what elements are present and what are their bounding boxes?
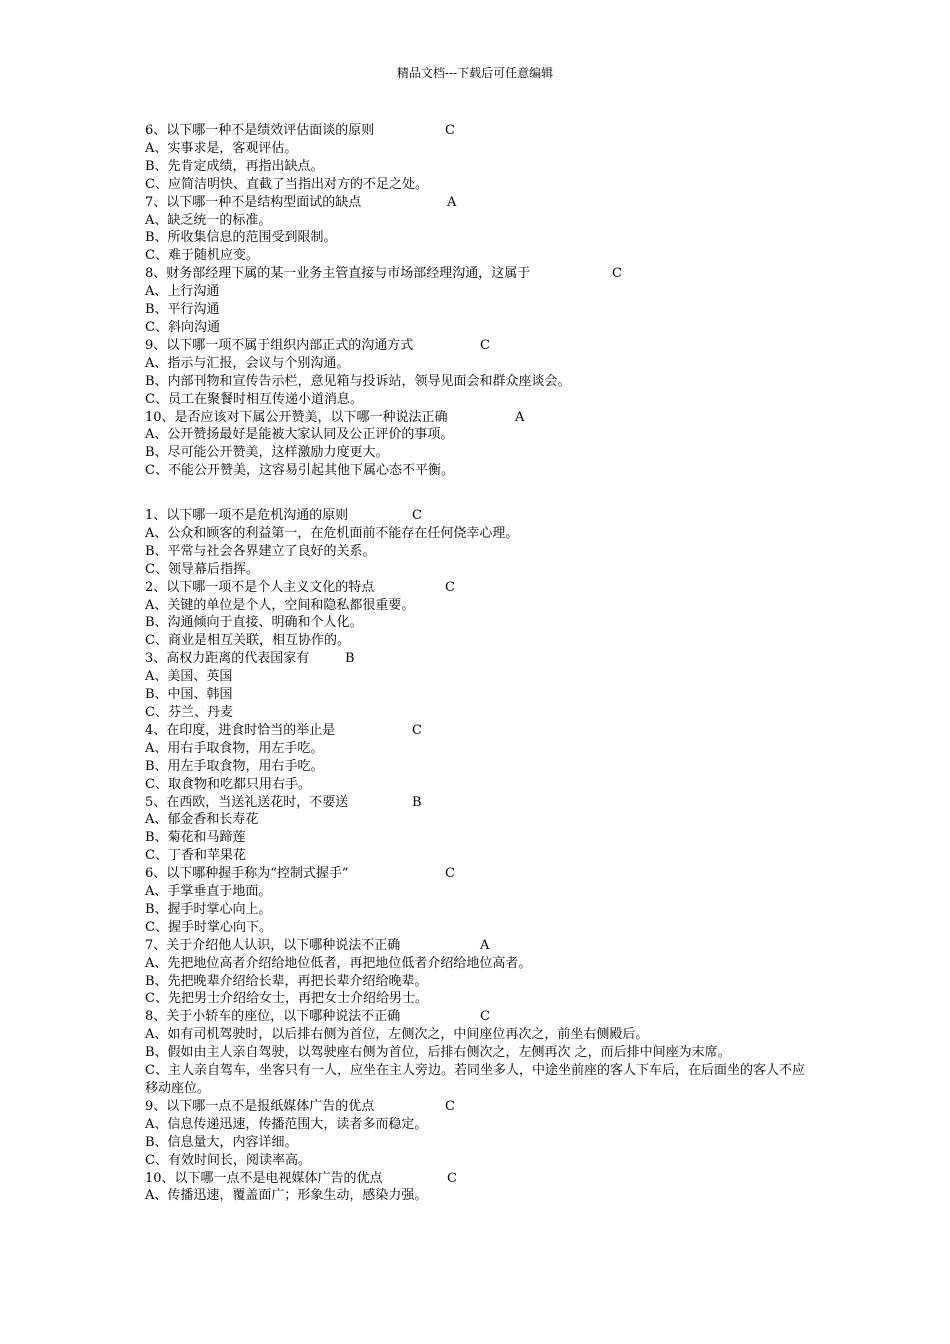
question-line bbox=[145, 794, 810, 812]
option-line: C、握手时掌心向下。 bbox=[145, 919, 272, 935]
question-text: 3、高权力距离的代表国家有 bbox=[145, 651, 310, 667]
question-text: 5、在西欧，当送礼送花时，不要送 bbox=[145, 794, 349, 810]
option-line: B、握手时掌心向上。 bbox=[145, 901, 272, 917]
option-line: A、公众和顾客的利益第一，在危机面前不能存在任何侥幸心理。 bbox=[145, 525, 519, 541]
answer-letter: A bbox=[480, 937, 490, 953]
question-text: 10、以下哪一点不是电视媒体广告的优点 bbox=[145, 1170, 383, 1186]
answer-letter: C bbox=[445, 866, 455, 882]
question-text: 10、是否应该对下属公开赞美，以下哪一种说法正确 bbox=[145, 409, 448, 425]
answer-letter: C bbox=[412, 722, 422, 738]
option-line: C、员工在聚餐时相互传递小道消息。 bbox=[145, 391, 363, 407]
answer-letter: B bbox=[345, 651, 355, 667]
option-line: B、内部刊物和宣传告示栏，意见箱与投诉站，领导见面会和群众座谈会。 bbox=[145, 373, 571, 389]
option-line: B、先肯定成绩，再指出缺点。 bbox=[145, 158, 324, 174]
option-line: B、假如由主人亲自驾驶，以驾驶座右侧为首位，后排右侧次之，左侧再次 之，而后排中间座为末席。 bbox=[145, 1045, 731, 1061]
option-line: C、先把男士介绍给女士，再把女士介绍给男士。 bbox=[145, 991, 428, 1007]
question-text: 7、以下哪一种不是结构型面试的缺点 bbox=[145, 194, 362, 210]
question-text: 9、以下哪一点不是报纸媒体广告的优点 bbox=[145, 1098, 375, 1114]
answer-letter: C bbox=[480, 1009, 490, 1025]
question-text: 2、以下哪一项不是个人主义文化的特点 bbox=[145, 579, 375, 595]
question-line bbox=[145, 122, 810, 140]
option-line: C、商业是相互关联，相互协作的。 bbox=[145, 633, 350, 649]
option-line: C、领导幕后指挥。 bbox=[145, 561, 259, 577]
question-line bbox=[145, 194, 810, 212]
question-line bbox=[145, 265, 810, 283]
option-line: A、先把地位高者介绍给地位低者，再把地位低者介绍给地位高者。 bbox=[145, 955, 532, 971]
option-line: A、美国、英国 bbox=[145, 669, 233, 685]
answer-letter: A bbox=[447, 194, 457, 210]
option-line: A、上行沟通 bbox=[145, 284, 220, 300]
answer-letter: A bbox=[515, 409, 525, 425]
option-line: A、用右手取食物，用左手吃。 bbox=[145, 740, 324, 756]
option-line: A、实事求是，客观评估。 bbox=[145, 140, 298, 156]
option-line: C、有效时间长，阅读率高。 bbox=[145, 1152, 311, 1168]
option-line: C、主人亲自驾车，坐客只有一人，应坐在主人旁边。若同坐多人，中途坐前座的客人下车后，在后面坐的客人不应移动座位。 bbox=[145, 1063, 805, 1096]
question-line bbox=[145, 409, 810, 427]
question-text: 1、以下哪一项不是危机沟通的原则 bbox=[145, 508, 349, 523]
option-line: C、取食物和吃都只用右手。 bbox=[145, 776, 311, 792]
option-line: B、菊花和马蹄莲 bbox=[145, 830, 246, 846]
question-line bbox=[145, 650, 810, 668]
option-line: A、信息传递迅速，传播范围大，读者多而稳定。 bbox=[145, 1116, 428, 1132]
option-line: B、平行沟通 bbox=[145, 302, 220, 318]
question-line bbox=[145, 579, 810, 597]
option-line: A、关键的单位是个人，空间和隐私都很重要。 bbox=[145, 597, 415, 613]
question-line bbox=[145, 865, 810, 883]
question-text: 9、以下哪一项不属于组织内部正式的沟通方式 bbox=[145, 337, 414, 353]
option-line: C、丁香和苹果花 bbox=[145, 848, 246, 864]
option-line: A、指示与汇报，会议与个别沟通。 bbox=[145, 355, 350, 371]
option-line: C、应简洁明快、直截了当指出对方的不足之处。 bbox=[145, 176, 428, 192]
option-line: B、尽可能公开赞美，这样激励力度更大。 bbox=[145, 445, 389, 461]
question-text: 7、关于介绍他人认识，以下哪种说法不正确 bbox=[145, 937, 401, 953]
question-text: 6、以下哪种握手称为“控制式握手” bbox=[145, 866, 349, 882]
question-section-2 bbox=[145, 507, 810, 1205]
answer-letter: C bbox=[480, 337, 490, 353]
question-line bbox=[145, 1008, 810, 1026]
question-line bbox=[145, 1098, 810, 1116]
option-line: A、郁金香和长寿花 bbox=[145, 812, 259, 828]
question-line bbox=[145, 1170, 810, 1188]
question-text: 4、在印度，进食时恰当的举止是 bbox=[145, 722, 336, 738]
answer-letter: B bbox=[412, 794, 422, 810]
answer-letter: C bbox=[612, 266, 622, 282]
option-line: B、信息量大，内容详细。 bbox=[145, 1134, 298, 1150]
option-line: A、公开赞扬最好是能被大家认同及公正评价的事项。 bbox=[145, 427, 454, 443]
question-text: 8、财务部经理下属的某一业务主管直接与市场部经理沟通，这属于 bbox=[145, 266, 531, 282]
option-line: B、中国、韩国 bbox=[145, 687, 233, 703]
option-line: B、先把晚辈介绍给长辈，再把长辈介绍给晚辈。 bbox=[145, 973, 428, 989]
option-line: C、不能公开赞美，这容易引起其他下属心态不平衡。 bbox=[145, 463, 454, 479]
question-section-1 bbox=[145, 122, 810, 480]
answer-letter: C bbox=[445, 1098, 455, 1114]
option-line: A、手掌垂直于地面。 bbox=[145, 884, 272, 900]
option-line: C、斜向沟通 bbox=[145, 319, 220, 335]
option-line: A、如有司机驾驶时，以后排右侧为首位，左侧次之，中间座位再次之，前坐右侧殿后。 bbox=[145, 1027, 649, 1043]
answer-letter: C bbox=[447, 1170, 457, 1186]
question-text: 8、关于小轿车的座位，以下哪种说法不正确 bbox=[145, 1009, 401, 1025]
answer-letter: C bbox=[445, 579, 455, 595]
question-line bbox=[145, 507, 810, 525]
question-text: 6、以下哪一种不是绩效评估面谈的原则 bbox=[145, 123, 375, 138]
answer-letter: C bbox=[412, 508, 422, 523]
option-line: B、所收集信息的范围受到限制。 bbox=[145, 230, 337, 246]
question-line bbox=[145, 937, 810, 955]
question-line bbox=[145, 337, 810, 355]
option-line: C、难于随机应变。 bbox=[145, 248, 259, 264]
option-line: B、平常与社会各界建立了良好的关系。 bbox=[145, 543, 376, 559]
answer-letter: C bbox=[445, 123, 455, 138]
question-line bbox=[145, 722, 810, 740]
option-line: A、传播迅速，覆盖面广；形象生动，感染力强。 bbox=[145, 1188, 428, 1204]
option-line: C、芬兰、丹麦 bbox=[145, 704, 233, 720]
option-line: B、沟通倾向于直接、明确和个人化。 bbox=[145, 615, 363, 631]
page-header: 精品文档---下载后可任意编辑 bbox=[396, 66, 554, 80]
option-line: B、用左手取食物，用右手吃。 bbox=[145, 758, 324, 774]
option-line: A、缺乏统一的标准。 bbox=[145, 212, 272, 228]
